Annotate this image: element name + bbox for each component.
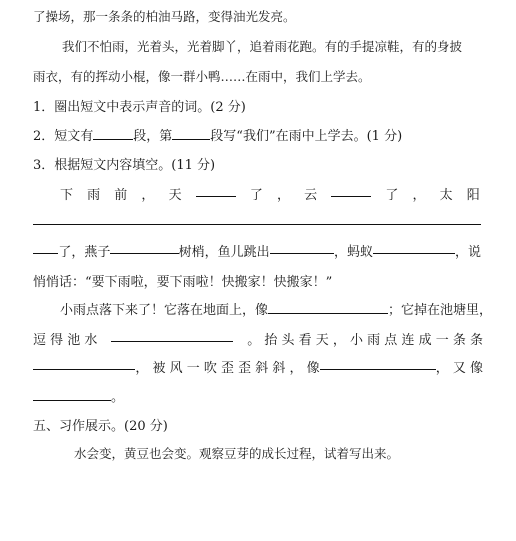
fill-row-4 bbox=[60, 299, 492, 318]
fill-char: 雨 bbox=[87, 188, 101, 203]
fill-row-6 bbox=[33, 357, 483, 376]
fill-text: ，说 bbox=[455, 245, 482, 260]
fill-char: ， bbox=[141, 188, 155, 203]
fill-char: 下 bbox=[60, 188, 74, 203]
section-5-title: 五、习作展示。(20 分) bbox=[33, 419, 168, 434]
question-2 bbox=[33, 125, 402, 144]
answer-blank-pond[interactable] bbox=[111, 329, 233, 342]
fill-row-5 bbox=[33, 329, 483, 348]
fill-text: 。 bbox=[111, 390, 125, 405]
question-2-part-a: 2．短文有 bbox=[33, 129, 94, 144]
fill-char: 阳 bbox=[466, 188, 480, 203]
fill-char: 了 bbox=[249, 188, 263, 203]
answer-blank-lines[interactable] bbox=[33, 357, 135, 370]
passage-line-1: 了操场，那一条条的柏油马路，变得油光发亮。 bbox=[33, 9, 296, 24]
fill-row-1 bbox=[60, 184, 480, 203]
fill-row-7 bbox=[33, 386, 124, 405]
answer-blank-sun[interactable] bbox=[33, 241, 58, 254]
fill-row-2 bbox=[33, 241, 481, 260]
fill-text: ；它掉在池塘里， bbox=[388, 303, 493, 318]
fill-char: 了 bbox=[385, 188, 399, 203]
fill-text: 逗 得 池 水 bbox=[33, 333, 98, 348]
answer-blank-fish[interactable] bbox=[270, 241, 334, 254]
answer-blank-sky[interactable] bbox=[196, 184, 236, 197]
fill-row-3: 悄悄话：“要下雨啦，要下雨啦！快搬家！快搬家！” bbox=[33, 275, 333, 290]
fill-text: 小雨点落下来了！它落在地面上，像 bbox=[60, 303, 269, 318]
fill-char: ， bbox=[412, 188, 426, 203]
question-2-part-c: 段写“我们”在雨中上学去。(1 分) bbox=[210, 129, 403, 144]
fill-text: ， 被 风 一 吹 歪 歪 斜 斜 ， 像 bbox=[135, 361, 320, 376]
answer-blank-like-1[interactable] bbox=[320, 357, 436, 370]
answer-line-full[interactable] bbox=[33, 224, 481, 225]
fill-char: ， bbox=[276, 188, 290, 203]
fill-text: ，蚂蚁 bbox=[334, 245, 374, 260]
answer-blank-paragraph-number[interactable] bbox=[172, 127, 210, 140]
question-2-part-b: 段，第 bbox=[133, 129, 173, 144]
passage-line-3: 雨衣，有的挥动小棍，像一群小鸭……在雨中，我们上学去。 bbox=[33, 69, 371, 84]
answer-blank-cloud[interactable] bbox=[331, 184, 371, 197]
question-1: 1．圈出短文中表示声音的词。(2 分) bbox=[33, 100, 246, 115]
answer-blank-swallow[interactable] bbox=[110, 241, 178, 254]
fill-text: 树梢，鱼儿跳出 bbox=[178, 245, 270, 260]
answer-blank-ground[interactable] bbox=[268, 301, 388, 314]
fill-char: 前 bbox=[114, 188, 128, 203]
fill-text: ， 又 像 bbox=[435, 361, 483, 376]
passage-line-2: 我们不怕雨，光着头，光着脚丫，追着雨花跑。有的手提凉鞋，有的身披 bbox=[62, 39, 463, 54]
fill-char: 天 bbox=[168, 188, 182, 203]
fill-char: 云 bbox=[304, 188, 318, 203]
fill-char: 太 bbox=[439, 188, 453, 203]
answer-blank-like-2[interactable] bbox=[33, 388, 111, 401]
section-5-prompt: 水会变，黄豆也会变。观察豆芽的成长过程，试着写出来。 bbox=[74, 446, 400, 461]
question-3: 3．根据短文内容填空。(11 分) bbox=[33, 158, 216, 173]
answer-blank-ant[interactable] bbox=[373, 241, 455, 254]
fill-text: 了，燕子 bbox=[58, 245, 111, 260]
fill-text: 。 抬 头 看 天 ， 小 雨 点 连 成 一 条 条 bbox=[247, 333, 483, 348]
answer-blank-paragraph-count[interactable] bbox=[93, 127, 133, 140]
